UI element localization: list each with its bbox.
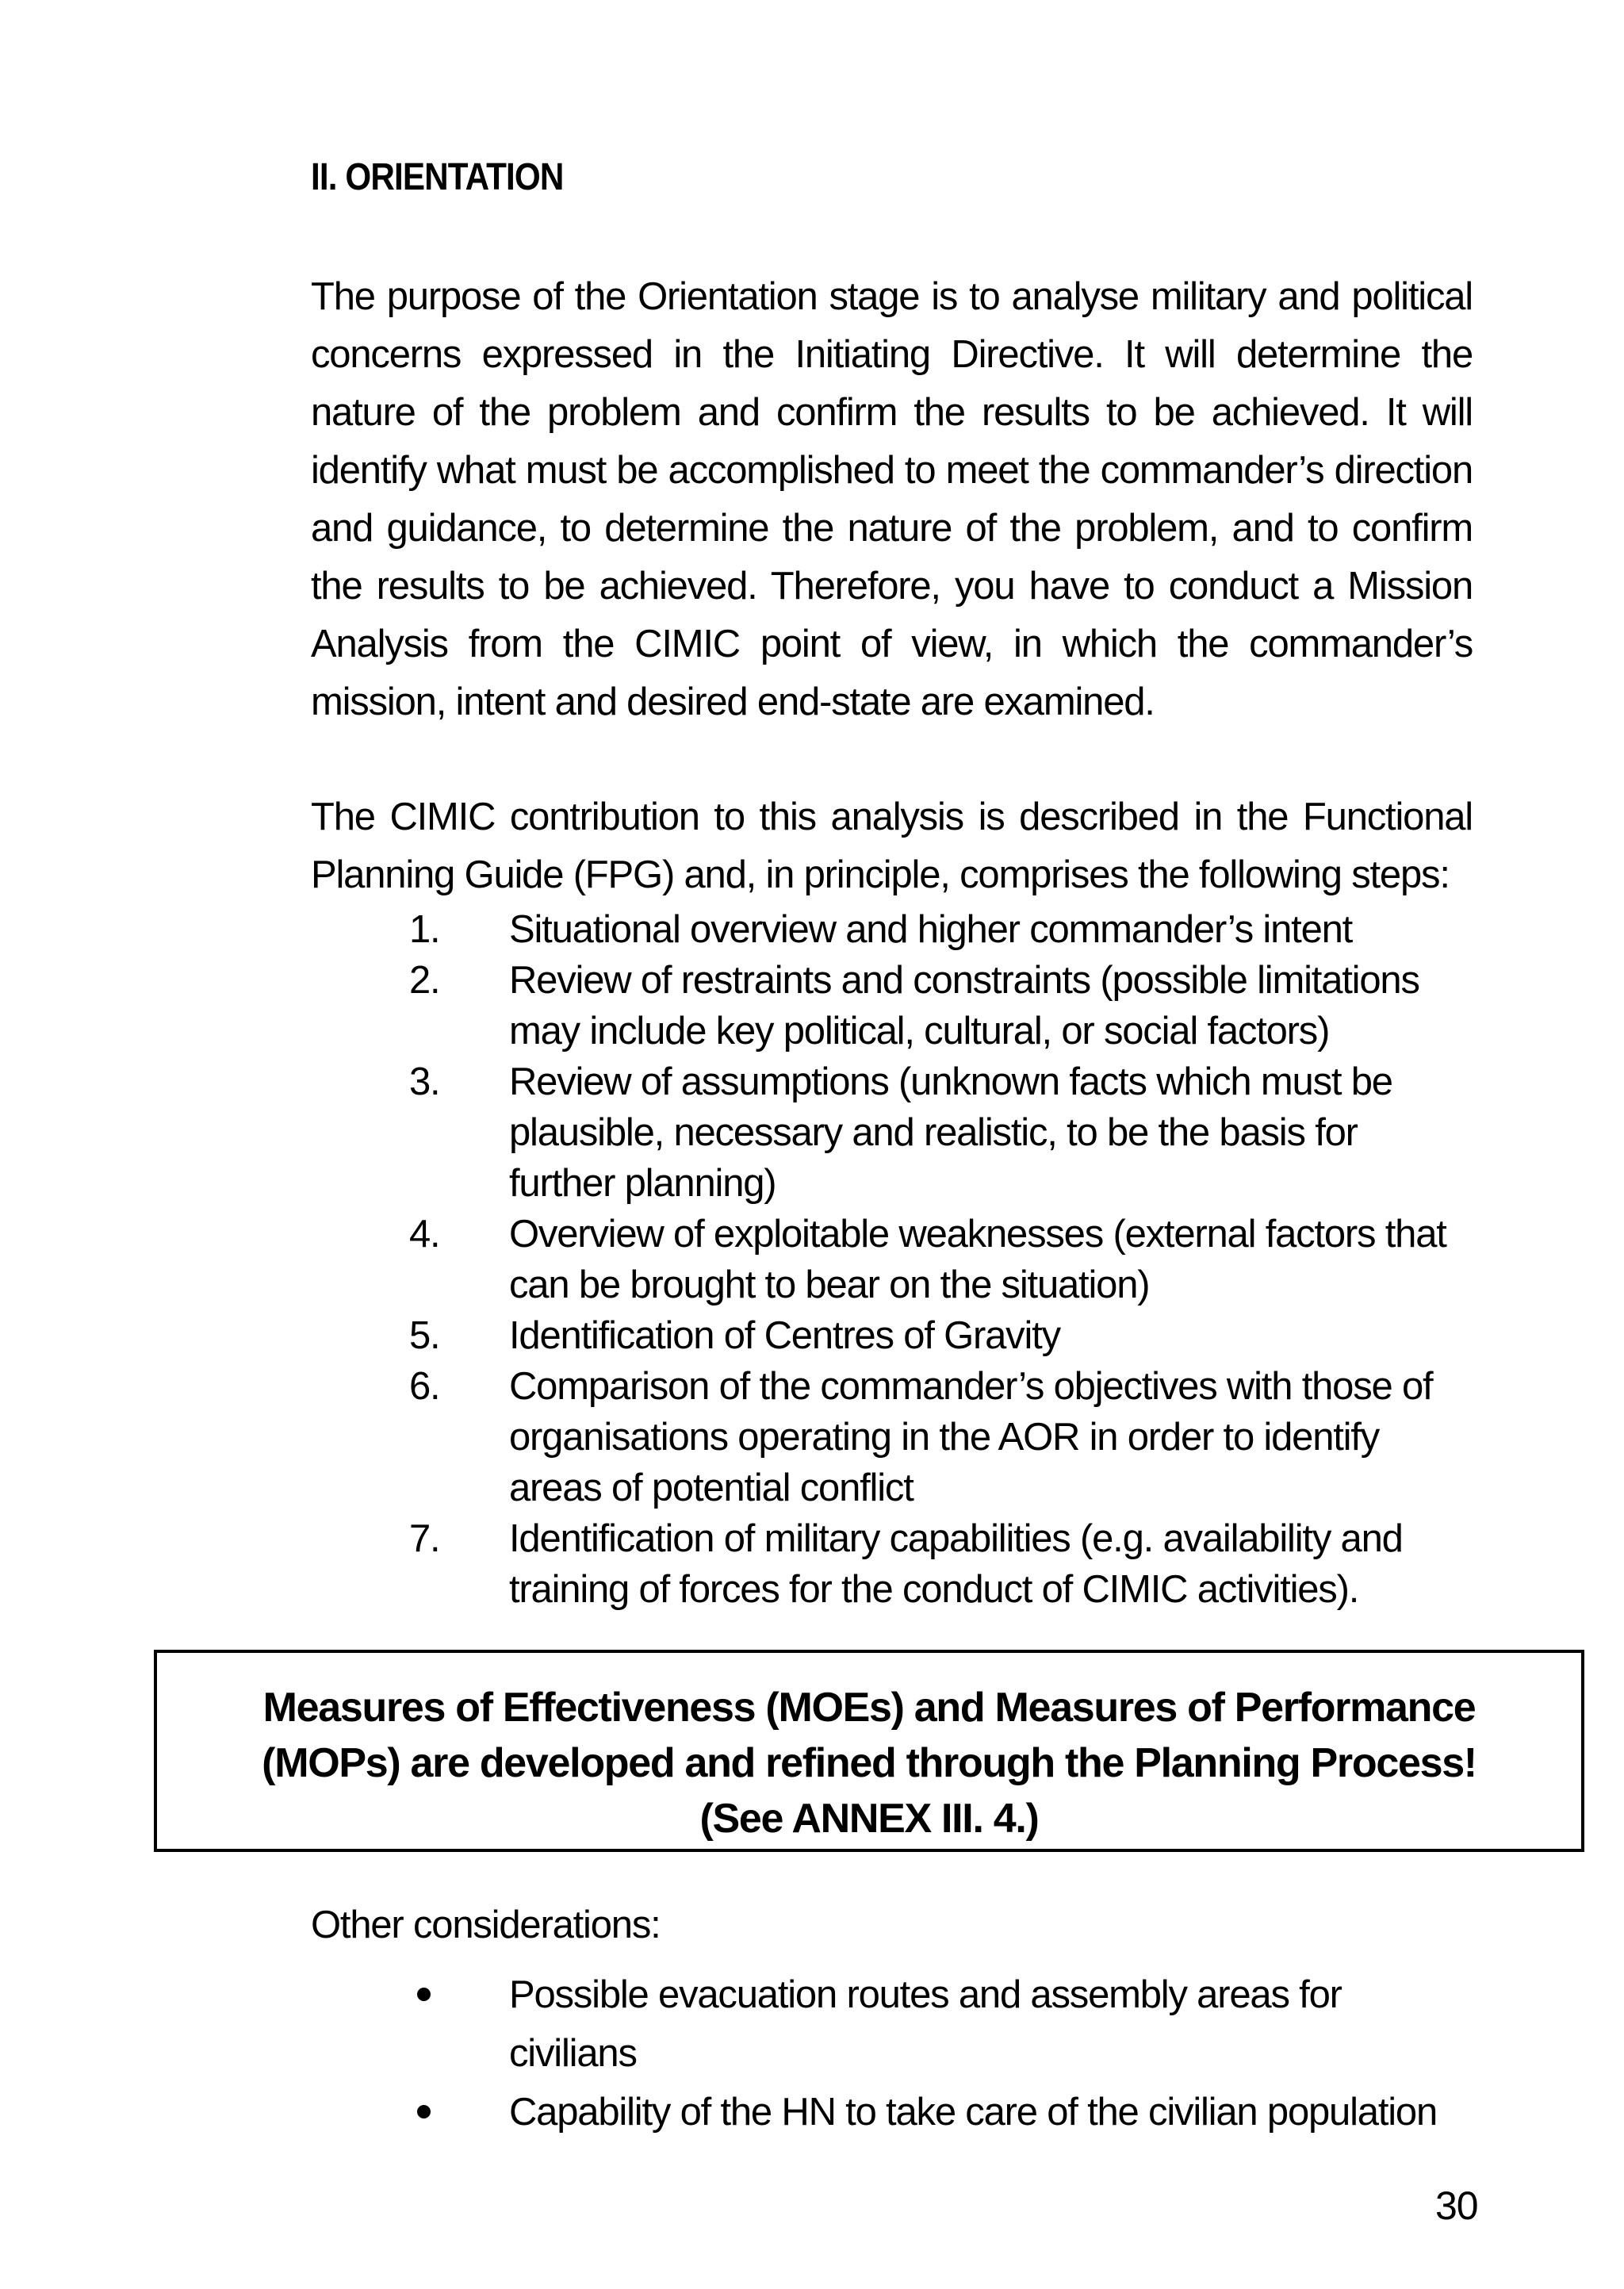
- list-item-number: 7.: [409, 1517, 440, 1560]
- list-item: [311, 2083, 1473, 2141]
- list-item: [311, 1310, 1473, 1361]
- bullet-icon: [417, 2105, 431, 2118]
- list-item: [311, 1056, 1473, 1209]
- considerations-list: [311, 1965, 1473, 2141]
- list-item: [311, 1965, 1473, 2083]
- list-item-text: Identification of military capabilities (e.g. availability and training of forces for the conduct of CIMIC activities).: [509, 1517, 1403, 1611]
- section-heading: II. ORIENTATION: [311, 156, 564, 198]
- callout-box: [154, 1650, 1584, 1852]
- list-item-text: Possible evacuation routes and assembly areas for civilians: [509, 1973, 1342, 2075]
- list-item: [311, 955, 1473, 1056]
- list-item: [311, 904, 1473, 955]
- other-considerations-label: Other considerations:: [311, 1904, 661, 1946]
- callout-line: Measures of Effectiveness (MOEs) and Measures of Performance: [262, 1685, 1476, 1731]
- list-item: [311, 1209, 1473, 1310]
- list-item: [311, 1513, 1473, 1615]
- bullet-icon: [417, 1988, 431, 2001]
- list-item-number: 2.: [409, 959, 440, 1002]
- list-item-text: Capability of the HN to take care of the civilian population: [509, 2091, 1438, 2134]
- list-item-number: 5.: [409, 1314, 440, 1357]
- paragraph-cimic-contribution: The CIMIC contribution to this analysis is described in the Functional Planning Guide (FPG) and, in principle, comprises the following steps:: [311, 796, 1473, 896]
- list-item-text: Review of restraints and constraints (possible limitations may include key political, cultural, or social factors): [509, 959, 1419, 1052]
- list-item-text: Overview of exploitable weaknesses (external factors that can be brought to bear on the situation): [509, 1213, 1446, 1306]
- list-item-text: Comparison of the commander’s objectives with those of organisations operating in the AOR in order to identify areas of potential conflict: [509, 1365, 1433, 1509]
- list-item: [311, 1361, 1473, 1513]
- list-item-text: Situational overview and higher commander’s intent: [509, 908, 1353, 951]
- list-item-number: 4.: [409, 1213, 440, 1256]
- list-item-number: 6.: [409, 1365, 440, 1408]
- list-item-text: Identification of Centres of Gravity: [509, 1314, 1060, 1357]
- list-item-number: 3.: [409, 1060, 440, 1103]
- paragraph-purpose: The purpose of the Orientation stage is to analyse military and political concerns expressed in the Initiating Directive. It will determine the nature of the problem and confirm the results to be achieved. It will identify what must be accomplished to meet the commander’s direction and guidance, to determine the nature of the problem, and to confirm the results to be achieved. Therefore, you have to conduct a Mission Analysis from the CIMIC point of view, in which the commander’s mission, intent and desired end-state are examined.: [311, 275, 1473, 723]
- callout-line: (See ANNEX III. 4.): [699, 1796, 1039, 1842]
- list-item-text: Review of assumptions (unknown facts which must be plausible, necessary and realistic, to be the basis for further planning): [509, 1060, 1392, 1205]
- callout-line: (MOPs) are developed and refined through the Planning Process!: [262, 1740, 1477, 1786]
- steps-list: [311, 904, 1473, 1615]
- list-item-number: 1.: [409, 908, 440, 951]
- page-number: 30: [1435, 2184, 1478, 2228]
